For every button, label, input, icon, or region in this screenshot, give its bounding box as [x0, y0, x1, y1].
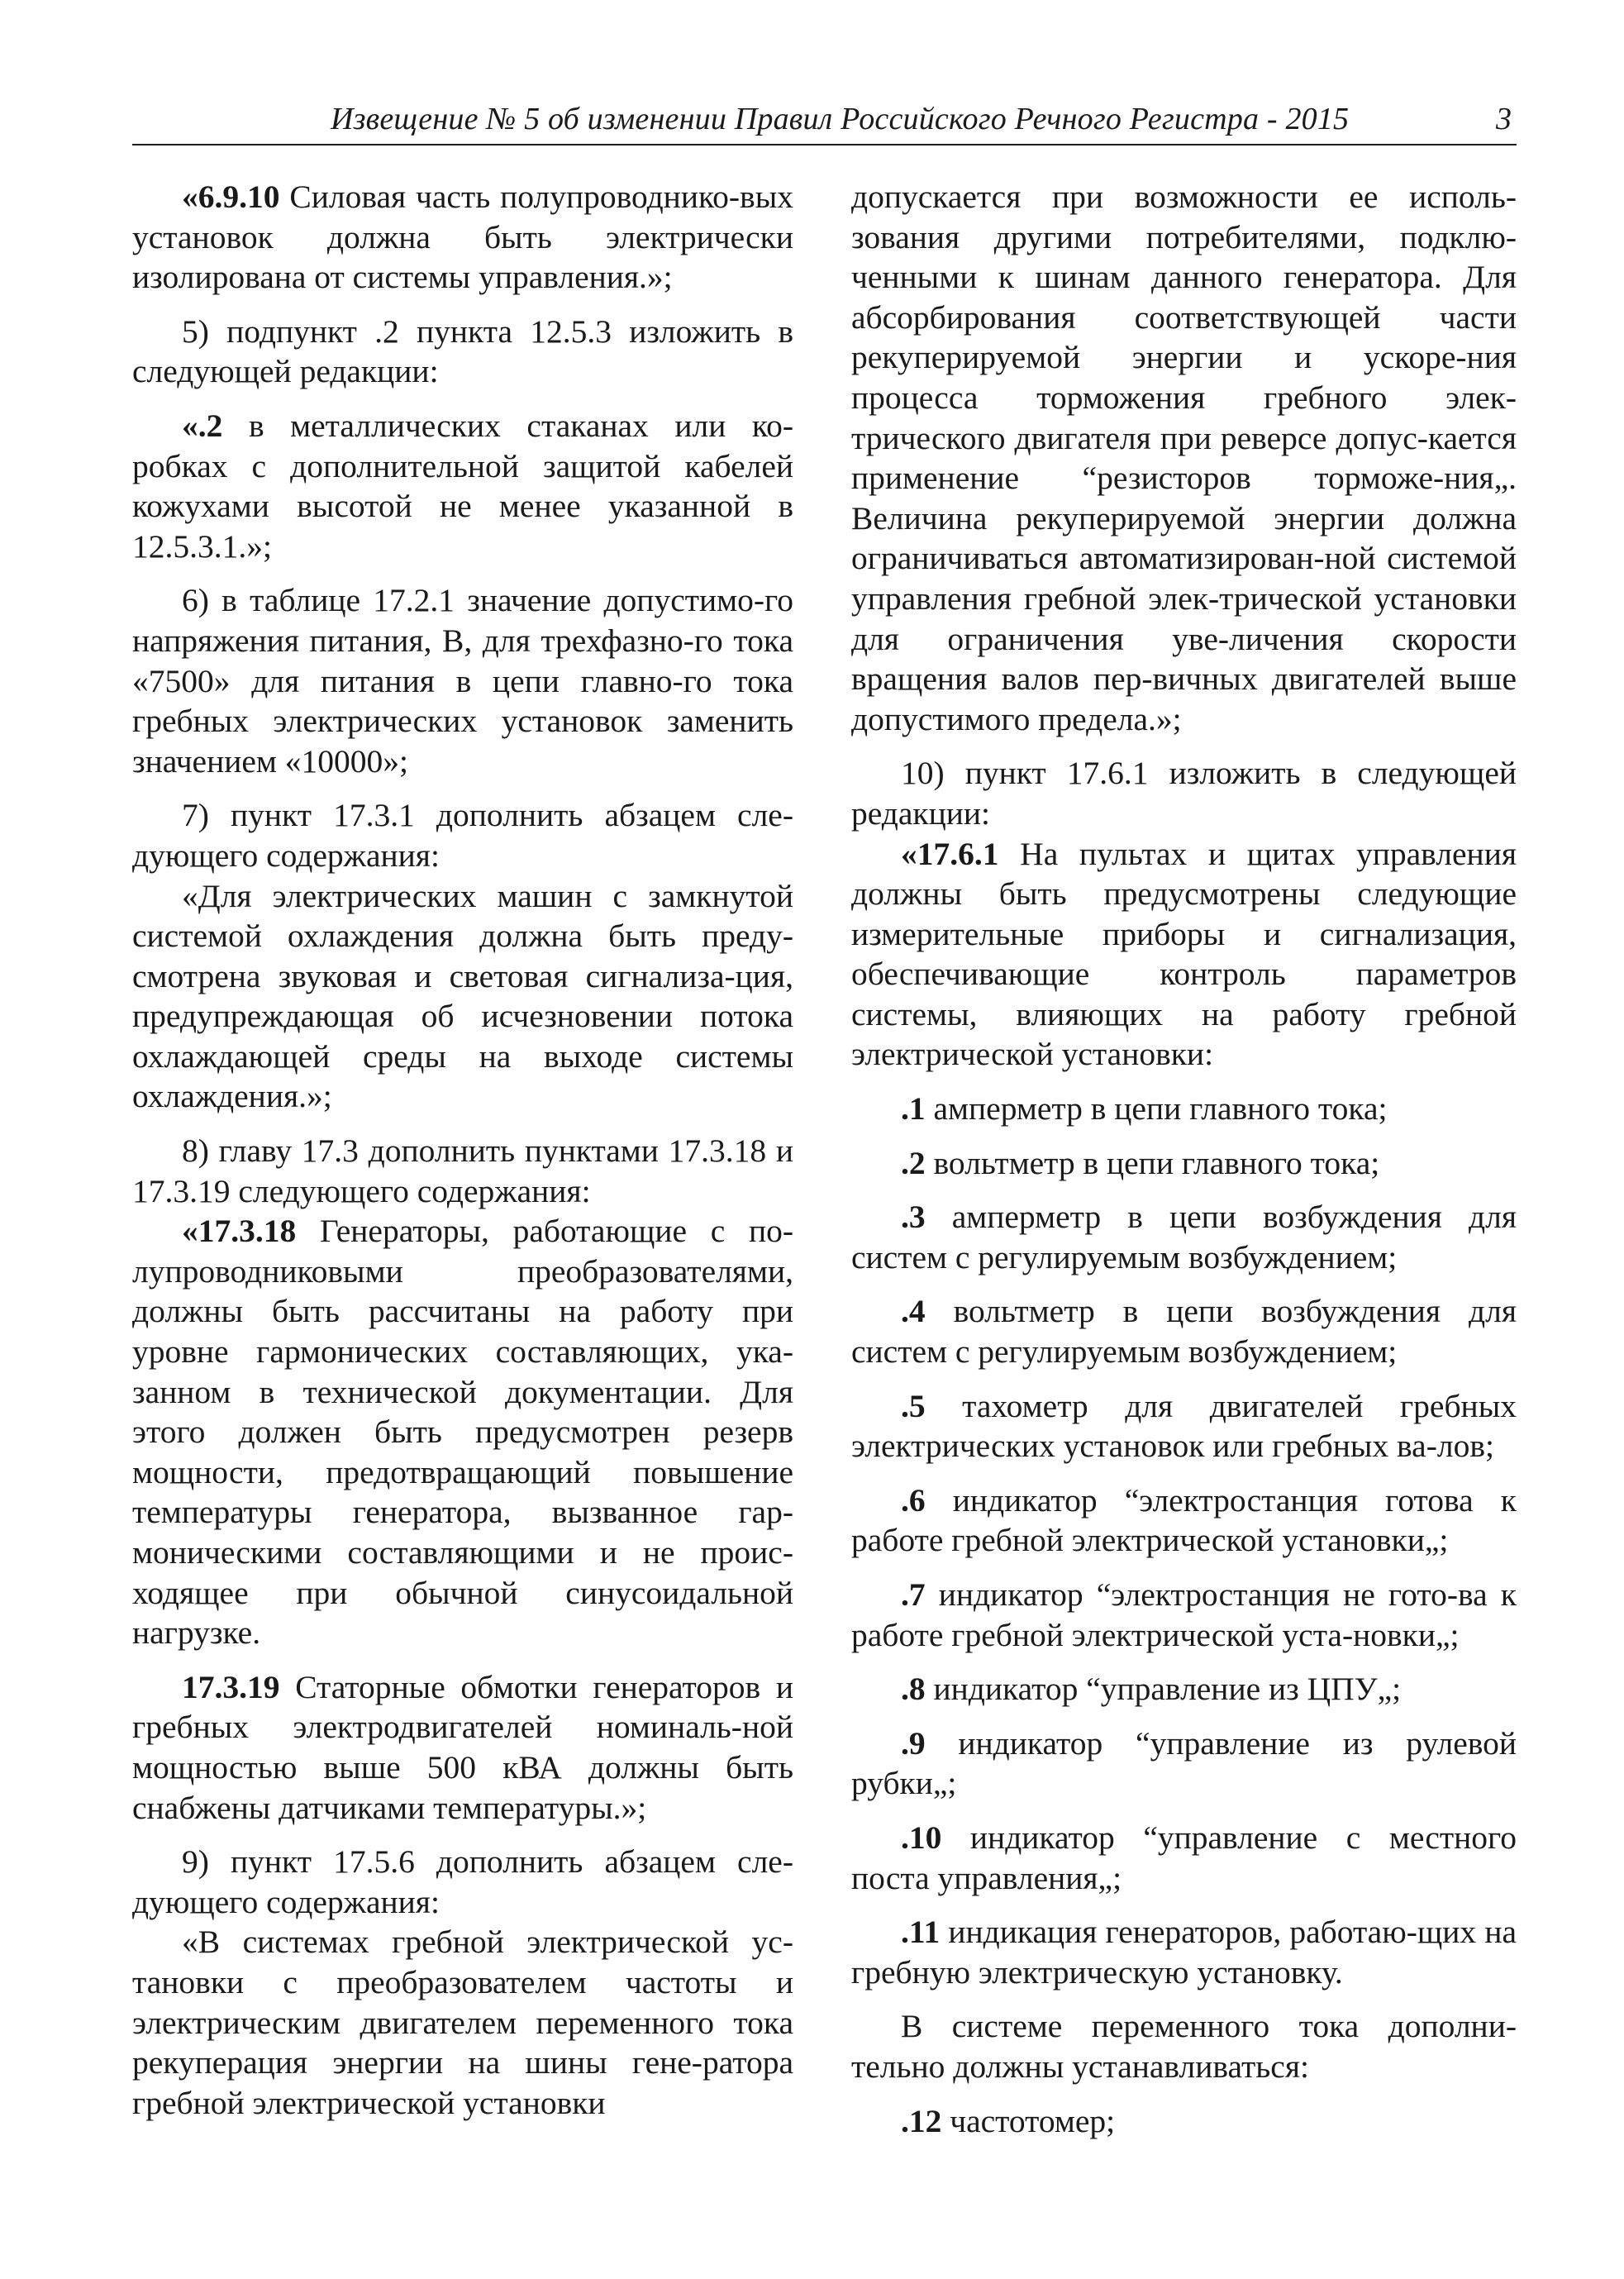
- item-text: вольтметр в цепи возбуждения для систем с регулируемым возбуждением;: [851, 1293, 1517, 1371]
- item-text: амперметр в цепи главного тока;: [925, 1090, 1388, 1128]
- item-number: .2: [901, 1144, 926, 1181]
- paragraph-text: в металлических стаканах или ко-робках с дополнительной защитой кабелей кожухами высотой не менее указанной в 12.5.3.1.»;: [132, 407, 793, 565]
- paragraph: 6) в таблице 17.2.1 значение допустимо-го напряжения питания, В, для трехфазно-го тока «7500» для питания в цепи главно-го тока гребных электрических установок заменить значением «10000»;: [132, 582, 793, 780]
- paragraph: 8) главу 17.3 дополнить пунктами 17.3.18 и 17.3.19 следующего содержания:: [132, 1132, 793, 1209]
- list-item: [851, 1143, 1517, 1184]
- clause-number: «17.6.1: [901, 835, 999, 872]
- item-number: .11: [901, 1914, 941, 1951]
- item-number: .9: [901, 1724, 926, 1762]
- list-item: [851, 1089, 1517, 1129]
- list-item: [851, 2101, 1517, 2142]
- paragraph-text: Генераторы, работающие с по-лупроводниковыми преобразователями, должны быть рассчитаны на работу при уровне гармонических составляющих, ука-занном в технической документации. Для этого должен быть предусмотрен резерв мощности, предотвращающий повышение температуры генератора, вызванное гар-моническими составляющими и не проис-ходящее при обычной синусоидальной нагрузке.: [132, 1213, 793, 1652]
- list-item: [851, 1669, 1517, 1709]
- right-column: [851, 177, 1517, 2155]
- item-number: .5: [901, 1387, 926, 1424]
- list-item: [851, 1291, 1517, 1371]
- item-text: частотомер;: [941, 2102, 1116, 2139]
- paragraph: 5) подпункт .2 пункта 12.5.3 изложить в следующей редакции:: [132, 312, 793, 390]
- list-item: [851, 1818, 1517, 1898]
- paragraph: «Для электрических машин с замкнутой системой охлаждения должна быть преду-смотрена звуковая и световая сигнализа-ция, предупреждающая об исчезновении потока охлаждающей среды на выходе системы охлаждения.»;: [132, 877, 793, 1115]
- page-number: 3: [1496, 102, 1512, 136]
- paragraph: [851, 834, 1517, 1075]
- item-number: .1: [901, 1090, 926, 1128]
- list-item: [851, 1912, 1517, 1992]
- list-item: [851, 1724, 1517, 1804]
- paragraph: 10) пункт 17.6.1 изложить в следующей редакции:: [851, 755, 1517, 832]
- item-text: индикатор “управление из рулевой рубки„;: [851, 1724, 1517, 1802]
- item-number: .3: [901, 1199, 926, 1236]
- paragraph: [132, 1211, 793, 1653]
- item-text: тахометр для двигателей гребных электрических установок или гребных ва-лов;: [851, 1387, 1517, 1465]
- paragraph: [132, 406, 793, 566]
- paragraph-text: На пультах и щитах управления должны быть предусмотрены следующие измерительные приборы и сигнализация, обеспечивающие контроль параметров системы, влияющих на работу гребной электрической установки:: [851, 835, 1517, 1073]
- paragraph-text: Силовая часть полупроводнико-вых установок должна быть электрически изолирована от системы управления.»;: [132, 179, 793, 296]
- left-column: [132, 177, 793, 2137]
- item-number: .8: [901, 1671, 926, 1708]
- item-text: индикатор “управление с местного поста управления„;: [851, 1819, 1517, 1896]
- paragraph-text: Статорные обмотки генераторов и гребных электродвигателей номиналь-ной мощностью выше 500 кВА должны быть снабжены датчиками температуры.»;: [132, 1668, 793, 1826]
- clause-number: «.2: [182, 407, 223, 444]
- item-number: .12: [901, 2102, 942, 2139]
- clause-number: «17.3.18: [182, 1213, 297, 1250]
- item-number: .10: [901, 1819, 942, 1856]
- paragraph: [132, 1667, 793, 1828]
- item-text: вольтметр в цепи главного тока;: [925, 1144, 1380, 1181]
- item-number: .7: [901, 1576, 926, 1613]
- list-item: [851, 1575, 1517, 1655]
- list-item: [851, 1480, 1517, 1561]
- list-item: [851, 1197, 1517, 1277]
- paragraph: «В системах гребной электрической ус-тановки с преобразователем частоты и электрическим двигателем переменного тока рекуперация энергии на шины гене-ратора гребной электрической установки: [132, 1924, 793, 2121]
- item-text: индикатор “управление из ЦПУ„;: [925, 1671, 1402, 1708]
- item-text: амперметр в цепи возбуждения для систем с регулируемым возбуждением;: [851, 1199, 1517, 1275]
- item-text: индикация генераторов, работаю-щих на гребную электрическую установку.: [851, 1914, 1517, 1991]
- item-text: индикатор “электростанция готова к работе гребной электрической установки„;: [851, 1481, 1517, 1559]
- page-header: [132, 98, 1517, 145]
- document-title: Извещение № 5 об изменении Правил Российского Речного Регистра - 2015: [331, 102, 1350, 136]
- paragraph: 9) пункт 17.5.6 дополнить абзацем сле-дующего содержания:: [132, 1843, 793, 1920]
- paragraph: допускается при возможности ее исполь-зования другими потребителями, подклю-ченными к шинам данного генератора. Для абсорбирования соответствующей части рекуперируемой энергии и ускоре-ния процесса торможения гребного элек-трического двигателя при реверсе допус-кается применение “резисторов торможе-ния„. Величина рекуперируемой энергии должна ограничиваться автоматизирован-ной системой управления гребной элек-трической установки для ограничения уве-личения скорости вращения валов пер-вичных двигателей выше допустимого предела.»;: [851, 179, 1517, 737]
- item-text: индикатор “электростанция не гото-ва к работе гребной электрической уста-новки„;: [851, 1576, 1517, 1653]
- clause-number: «6.9.10: [182, 179, 280, 215]
- paragraph: 7) пункт 17.3.1 дополнить абзацем сле-дующего содержания:: [132, 797, 793, 874]
- paragraph: [132, 177, 793, 298]
- item-number: .6: [901, 1481, 926, 1519]
- item-number: .4: [901, 1293, 926, 1330]
- list-item: [851, 1386, 1517, 1466]
- paragraph: В системе переменного тока дополни-тельно должны устанавливаться:: [851, 2008, 1517, 2085]
- clause-number: 17.3.19: [182, 1668, 280, 1705]
